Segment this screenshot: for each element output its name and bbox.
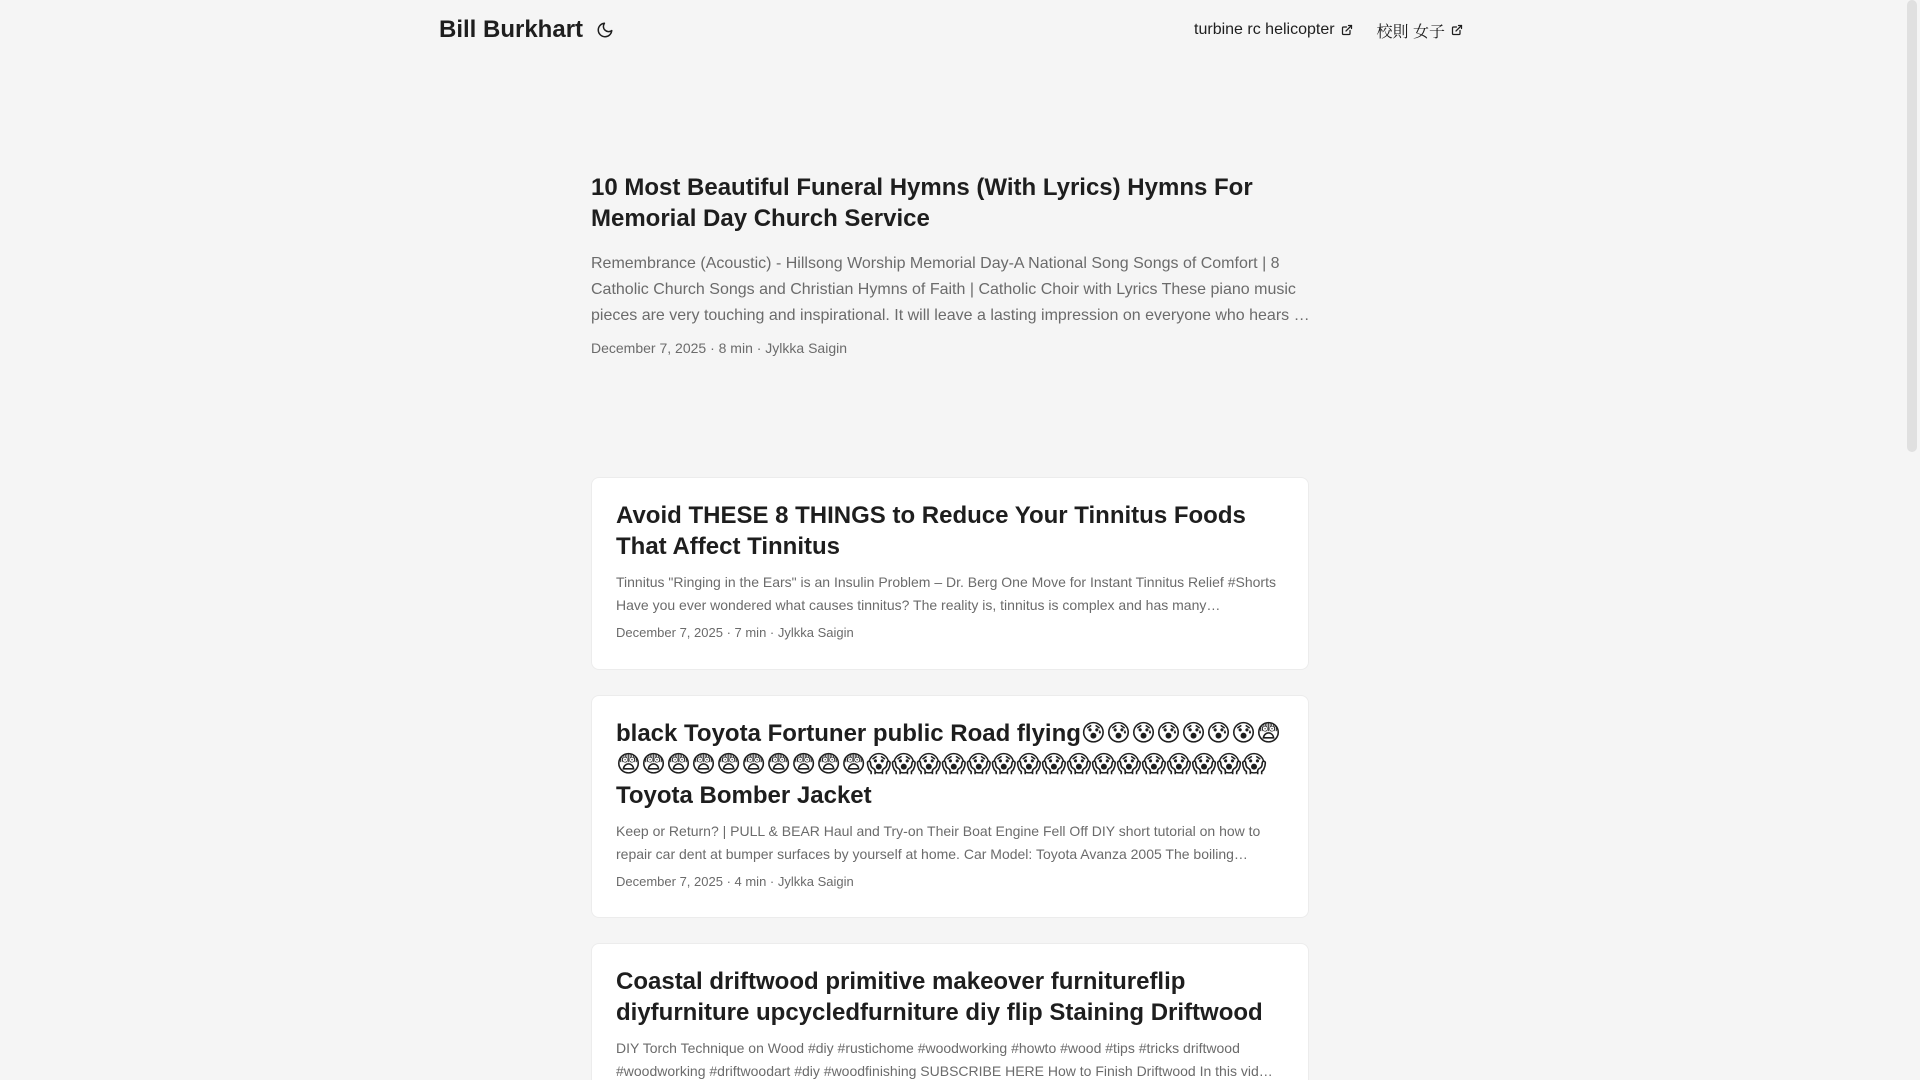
logo-switches: [439, 16, 617, 44]
post-summary: Keep or Return? | PULL & BEAR Haul and Try-on Their Boat Engine Fell Off DIY short tutorial on how to repair car dent at bumper surfaces by yourself at home. Car Model: Toyota Avanza 2005 The boiling…: [616, 823, 1261, 862]
site-logo[interactable]: Bill Burkhart: [439, 16, 584, 43]
post-card[interactable]: [591, 943, 1309, 1080]
first-entry-meta: December 7, 2025 · 8 min · Jylkka Saigin: [591, 340, 847, 356]
menu-item-label: 校則 女子: [1376, 23, 1445, 41]
theme-toggle-button[interactable]: [593, 18, 617, 42]
post-title: black Toyota Fortuner public Road flying😰😰😰😰😰😰😰😨😨😨😨😨😨😨😨😨😨😨😱😱😱😱😱😱😱😱😱😱😱😱😱😱😱😱 Toyota Bomber Jacket: [616, 720, 1282, 809]
post-summary: Tinnitus "Ringing in the Ears" is an Insulin Problem – Dr. Berg One Move for Instant Tinnitus Relief #Shorts Have you ever wondered what causes tinnitus? The reality is, tinnitus is complex and has many…: [616, 574, 1276, 613]
first-entry-summary: Remembrance (Acoustic) - Hillsong Worship Memorial Day-A National Song Songs of Comfort | 8 Catholic Church Songs and Christian Hymns of Faith | Catholic Choir with Lyrics These piano music pieces are very touching and inspirational. It will leave a lasting impression on everyone who hears …: [591, 255, 1310, 324]
post-meta: December 7, 2025 · 4 min · Jylkka Saigin: [616, 874, 854, 889]
menu-item-school-rules-girls[interactable]: [1377, 19, 1463, 42]
first-entry-title: 10 Most Beautiful Funeral Hymns (With Lyrics) Hymns For Memorial Day Church Service: [591, 174, 1253, 232]
first-entry[interactable]: [591, 172, 1311, 356]
main-menu: [1194, 19, 1463, 42]
scrollbar-thumb[interactable]: [1907, 0, 1917, 452]
menu-item-turbine-rc-helicopter[interactable]: [1194, 21, 1353, 39]
scrollbar[interactable]: [1905, 0, 1920, 1080]
post-summary: DIY Torch Technique on Wood #diy #rustichome #woodworking #howto #wood #tips #tricks driftwood #woodworking #driftwoodart #diy #woodfinishing SUBSCRIBE HERE How to Finish Driftwood In this vid…: [616, 1040, 1273, 1079]
external-link-icon: [1341, 24, 1353, 36]
post-meta: December 7, 2025 · 7 min · Jylkka Saigin: [616, 625, 854, 640]
post-title: Coastal driftwood primitive makeover furnitureflip diyfurniture upcycledfurniture diy flip Staining Driftwood: [616, 968, 1263, 1026]
menu-item-label: turbine rc helicopter: [1194, 21, 1335, 38]
post-card[interactable]: [591, 695, 1309, 918]
moon-icon: [596, 21, 614, 39]
external-link-icon: [1451, 24, 1463, 36]
post-card[interactable]: [591, 477, 1309, 670]
site-header: [439, 0, 1463, 60]
post-title: Avoid THESE 8 THINGS to Reduce Your Tinnitus Foods That Affect Tinnitus: [616, 502, 1246, 560]
